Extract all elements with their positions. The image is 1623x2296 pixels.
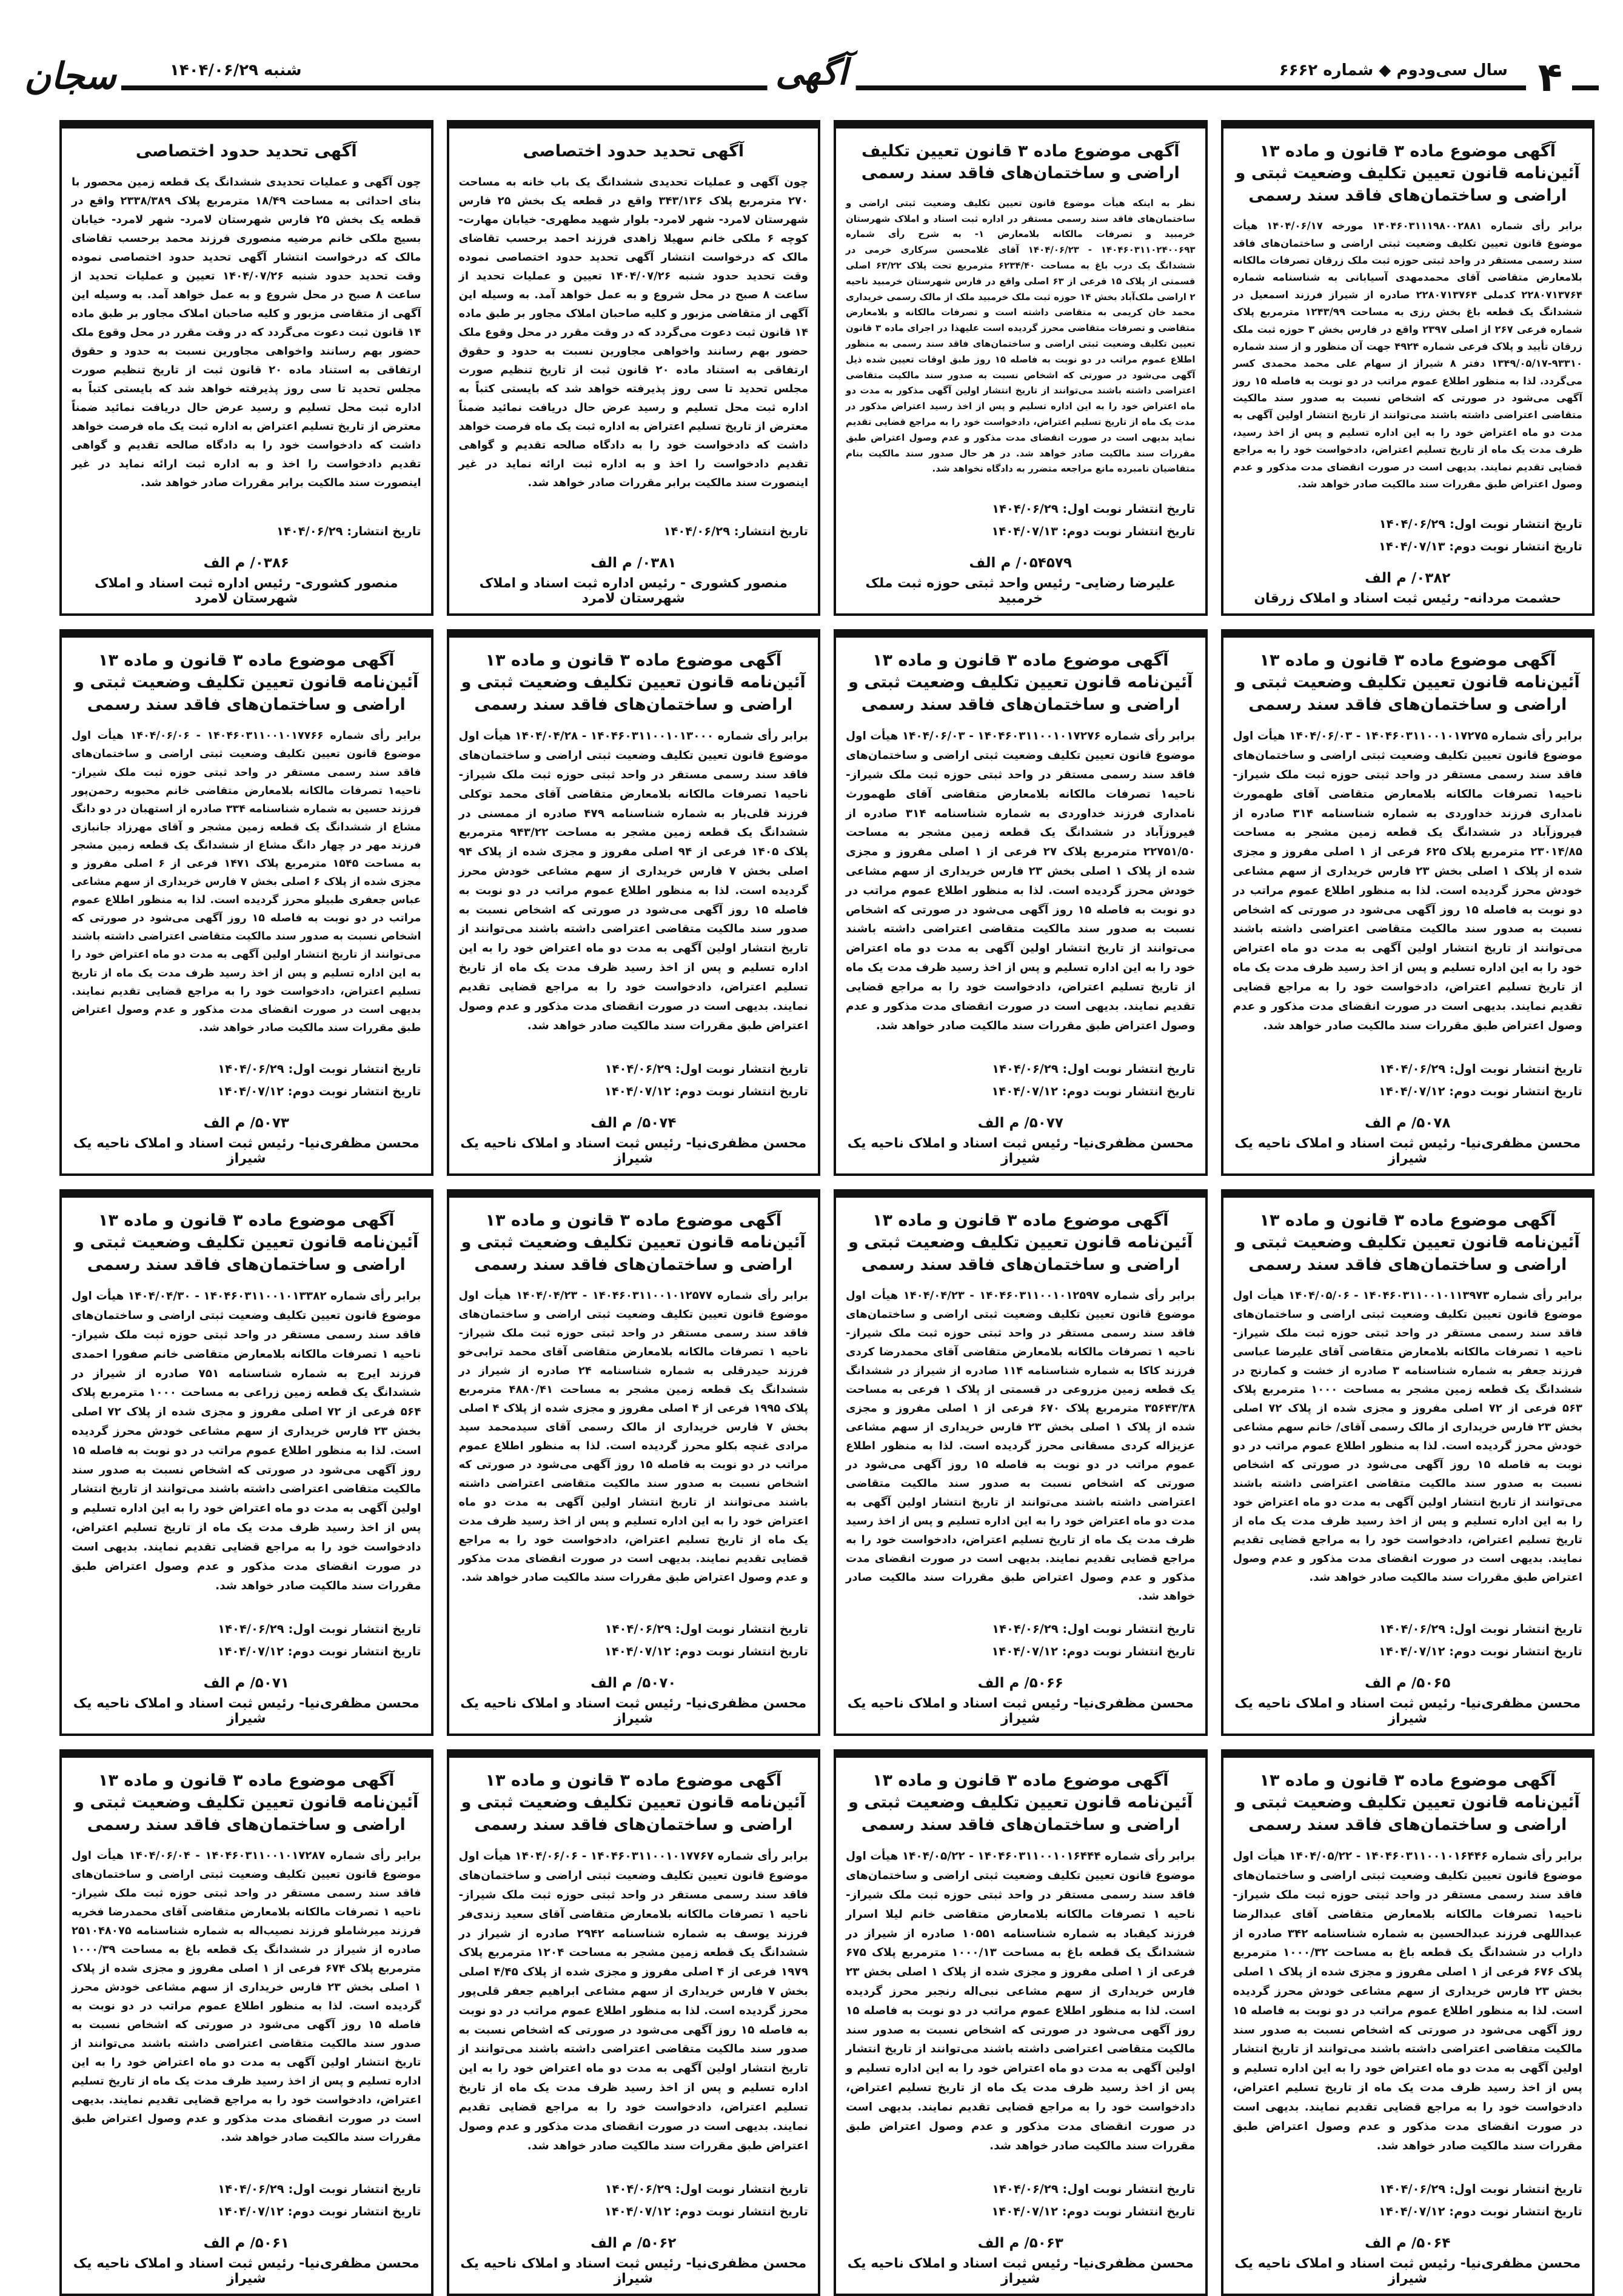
notice-footer xyxy=(459,519,809,606)
legal-notice xyxy=(59,1189,433,1736)
notice-title: آگهی موضوع ماده ۳ قانون و ماده ۱۳ آئین‌نامه قانون تعیین تکلیف وضعیت ثبتی و اراضی و ساختمان‌های فاقد سند رسمی xyxy=(1235,1211,1580,1274)
publication-date: تاریخ انتشار نوبت اول: ۱۴۰۴/۰۶/۲۹ xyxy=(604,1061,808,1076)
notice-reference: ۵۰۶۴/ م الف xyxy=(1365,2235,1451,2251)
notice-signature: محسن مظفری‌نیا- رئیس ثبت اسناد و املاک ناحیه یک شیراز xyxy=(460,1696,807,1726)
notice-body: برابر رأی شماره ۱۴۰۴۶۰۳۱۱۰۰۱۰۱۶۴۴۴ - ۱۴۰۴/۰۵/۲۲ هیأت اول موضوع قانون تعیین تکلیف وضعیت ثبتی اراضی و ساختمان‌های فاقد سند رسمی مستقر در واحد ثبتی حوزه ثبت ملک شیراز- ناحیه ۱ تصرفات مالکانه بلامعارض متقاضی خانم لیلا اسرار فرزند کیقباد به شماره شناسنامه ۱۰۵۵۱ صادره از شیراز در ششدانگ یک قطعه باغ به مساحت ۱۰۰۰/۱۳ مترمربع پلاک ۶۷۵ فرعی از ۱ اصلی مفروز و مجزی شده از پلاک ۱ اصلی بخش ۲۳ فارس خریداری از سهم مشاعی نبی‌اله رنجبر محرز گردیده است. لذا به منظور اطلاع عموم مراتب در دو نوبت به فاصله ۱۵ روز آگهی می‌شود در صورتی که اشخاص نسبت به صدور سند مالکیت متقاضی اعتراضی داشته باشند می‌توانند از تاریخ انتشار اولین آگهی به مدت دو ماه اعتراض خود را به این اداره تسلیم و پس از اخذ رسید ظرف مدت یک ماه از تاریخ تسلیم اعتراض، دادخواست خود را به مراجع قضایی تقدیم نمایند. بدیهی است در صورت انقضای مدت مذکور و عدم وصول اعتراض طبق مقررات سند مالکیت صادر خواهد شد. xyxy=(846,1850,1196,2152)
notice-title: آگهی تحدید حدود اختصاصی xyxy=(135,142,357,161)
notice-title: آگهی موضوع ماده ۳ قانون و ماده ۱۳ آئین‌نامه قانون تعیین تکلیف وضعیت ثبتی و اراضی و ساختمان‌های فاقد سند رسمی xyxy=(461,1771,806,1834)
notice-footer xyxy=(72,1056,421,1166)
notice-footer xyxy=(1233,1617,1583,1726)
notice-body: چون آگهی و عملیات تحدیدی ششدانگ یک باب خانه به مساحت ۲۷۰ مترمربع پلاک ۳۴۳/۱۳۶ واقع در قطعه یک بخش ۲۵ فارس شهرستان لامرد- شهر لامرد- بلوار شهید مطهری- خیابان مهارت- کوچه ۶ ملکی خانم سهیلا زاهدی فرزند احمد برحسب تقاضای مالک که درخواست انتشار آگهی تحدید حدود اختصاصی نموده وقت تحدید حدود شنبه ۱۴۰۴/۰۷/۲۶ تعیین و عملیات تحدید از ساعت ۸ صبح در محل شروع و به عمل خواهد آمد. به وسیله این آگهی از متقاضی مزبور و کلیه صاحبان املاک مجاور بر طبق ماده ۱۴ قانون ثبت دعوت می‌گردد که در وقت مقرر در محل وقوع ملک حضور بهم رسانند واخواهی مجاورین نسبت به حدود و حقوق ارتفاقی به استناد ماده ۲۰ قانون ثبت از تاریخ تنظیم صورت مجلس تحدید تا سی روز پذیرفته خواهد شد که بایستی کتباً به اداره ثبت محل تسلیم و رسید عرض حال دریافت نمائید ضمناً معترض از تاریخ تسلیم اعتراض به اداره ثبت یک ماه فرصت خواهد داشت که دادخواست خود را به دادگاه صالحه تقدیم و گواهی تقدیم دادخواست را اخذ و به اداره ثبت ارائه نماید در غیر اینصورت سند مالکیت برابر مقررات صادر خواهد شد. xyxy=(458,176,809,489)
notice-title: آگهی موضوع ماده ۳ قانون و ماده ۱۳ آئین‌نامه قانون تعیین تکلیف وضعیت ثبتی و اراضی و ساختمان‌های فاقد سند رسمی xyxy=(848,1211,1193,1274)
notice-footer xyxy=(459,1056,809,1166)
notice-title: آگهی موضوع ماده ۳ قانون و ماده ۱۳ آئین‌نامه قانون تعیین تکلیف وضعیت ثبتی و اراضی و ساختمان‌های فاقد سند رسمی xyxy=(848,651,1193,714)
publication-date: تاریخ انتشار نوبت اول: ۱۴۰۴/۰۶/۲۹ xyxy=(1379,2181,1582,2196)
publication-date: تاریخ انتشار نوبت دوم: ۱۴۰۴/۰۷/۱۲ xyxy=(1379,1084,1582,1099)
masthead xyxy=(24,52,1599,106)
notice-reference: ۵۰۷۷/ م الف xyxy=(977,1115,1063,1131)
publication-date: تاریخ انتشار نوبت اول: ۱۴۰۴/۰۶/۲۹ xyxy=(1379,516,1582,531)
notice-title: آگهی تحدید حدود اختصاصی xyxy=(523,142,745,161)
notice-signature: محسن مظفری‌نیا- رئیس ثبت اسناد و املاک ناحیه یک شیراز xyxy=(73,2256,420,2286)
notice-reference: ۵۰۶۳/ م الف xyxy=(977,2235,1063,2251)
notice-signature: محسن مظفری‌نیا- رئیس ثبت اسناد و املاک ناحیه یک شیراز xyxy=(847,2256,1194,2286)
notice-signature: محسن مظفری‌نیا- رئیس ثبت اسناد و املاک ناحیه یک شیراز xyxy=(847,1136,1194,1166)
notice-body: برابر رأی شماره ۱۴۰۴۶۰۳۱۱۰۰۱۰۱۷۲۸۷ - ۱۴۰۴/۰۶/۰۴ هیأت اول موضوع قانون تعیین تکلیف وضعیت ثبتی اراضی و ساختمان‌های فاقد سند رسمی مستقر در واحد ثبتی حوزه ثبت ملک شیراز- ناحیه ۱ تصرفات مالکانه بلامعارض متقاضی آقای محمدرضا فخریه فرزند میرشاملو فرزند نصیب‌اله به شماره شناسنامه ۲۵۱۰۴۸۰۷۵ صادره از شیراز در ششدانگ یک قطعه باغ به مساحت ۱۰۰۰/۳۹ مترمربع پلاک ۶۷۴ فرعی از ۱ اصلی مفروز و مجزی شده از پلاک ۱ اصلی بخش ۲۳ فارس خریداری از سهم مشاعی خودش محرز گردیده است. لذا به منظور اطلاع عموم مراتب در دو نوبت به فاصله ۱۵ روز آگهی می‌شود در صورتی که اشخاص نسبت به صدور سند مالکیت متقاضی اعتراضی داشته باشند می‌توانند از تاریخ انتشار اولین آگهی به مدت دو ماه اعتراض خود را به این اداره تسلیم و پس از اخذ رسید ظرف مدت یک ماه از تاریخ تسلیم اعتراض، دادخواست خود را به مراجع قضایی تقدیم نمایند. بدیهی است در صورت انقضای مدت مذکور و عدم وصول اعتراض طبق مقررات سند مالکیت صادر خواهد شد. xyxy=(72,1849,421,2144)
publication-date: تاریخ انتشار نوبت اول: ۱۴۰۴/۰۶/۲۹ xyxy=(1379,1061,1582,1076)
publication-date: تاریخ انتشار: ۱۴۰۴/۰۶/۲۹ xyxy=(663,524,808,539)
notice-signature: محسن مظفری‌نیا- رئیس ثبت اسناد و املاک ناحیه یک شیراز xyxy=(1234,1136,1581,1166)
notice-footer xyxy=(72,2177,421,2286)
publication-date: تاریخ انتشار نوبت اول: ۱۴۰۴/۰۶/۲۹ xyxy=(604,1621,808,1636)
notice-footer xyxy=(459,2177,809,2286)
issue-date: شنبه ۱۴۰۴/۰۶/۲۹ xyxy=(170,61,302,79)
publication-date: تاریخ انتشار نوبت دوم: ۱۴۰۴/۰۷/۱۲ xyxy=(217,1084,421,1099)
notice-footer xyxy=(459,1617,809,1726)
notice-reference: ۵۰۷۳/ م الف xyxy=(203,1115,289,1131)
notice-body: برابر رأی شماره ۱۴۰۴۶۰۳۱۱۰۰۱۰۱۷۷۶۷ - ۱۴۰۴/۰۶/۰۶ هیأت اول موضوع قانون تعیین تکلیف وضعیت ثبتی اراضی و ساختمان‌های فاقد سند رسمی مستقر در واحد ثبتی حوزه ثبت ملک شیراز- ناحیه ۱ تصرفات مالکانه بلامعارض متقاضی آقای سعید زندی‌فر فرزند یوسف به شماره شناسنامه ۲۹۴۲ صادره از شیراز در ششدانگ یک قطعه زمین مشجر به مساحت ۱۲۰۴ مترمربع پلاک ۱۹۷۹ فرعی از ۴ اصلی مفروز و مجزی شده از پلاک ۴/۴۵ اصلی بخش ۷ فارس خریداری از سهم مشاعی ابراهیم جعفر قلی‌پور محرز گردیده است. لذا به منظور اطلاع عموم مراتب در دو نوبت به فاصله ۱۵ روز آگهی می‌شود در صورتی که اشخاص نسبت به صدور سند مالکیت متقاضی اعتراضی داشته باشند می‌توانند از تاریخ انتشار اولین آگهی به مدت دو ماه اعتراض خود را به این اداره تسلیم و پس از اخذ رسید ظرف مدت یک ماه از تاریخ تسلیم اعتراض، دادخواست خود را به مراجع قضایی تقدیم نمایند. بدیهی است در صورت انقضای مدت مذکور و عدم وصول اعتراض طبق مقررات سند مالکیت صادر خواهد شد. xyxy=(458,1850,809,2152)
notice-reference: ۵۰۶۲/ م الف xyxy=(591,2235,677,2251)
publication-date: تاریخ انتشار نوبت دوم: ۱۴۰۴/۰۷/۱۲ xyxy=(604,1084,808,1099)
notice-body: برابر رأی شماره ۱۴۰۴۶۰۳۱۱۱۹۸۰۰۲۸۸۱ مورخه ۱۴۰۴/۰۶/۱۷ هیأت موضوع قانون تعیین تکلیف وضعیت ثبتی اراضی و ساختمان‌های فاقد سند رسمی مستقر در واحد ثبتی حوزه ثبت ملک زرقان تصرفات مالکانه بلامعارض متقاضی آقای محمدمهدی آسیابانی به شناسنامه شماره ۲۲۸۰۷۱۳۷۶۴ کدملی ۲۲۸۰۷۱۳۷۶۴ صادره از شیراز فرزند اسمعیل در ششدانگ یک قطعه باغ بخش رزی به مساحت ۱۲۴۳/۹۹ مترمربع پلاک شماره فرعی ۲۶۷ از اصلی ۲۳۹۷ واقع در فارس بخش ۳ حوزه ثبت ملک زرقان تأیید و پلاک فرعی شماره ۴۹۲۴ جهت آن منظور و از سند شماره ۹۳۳۱۰-۱۳۴۹/۰۵/۱۷ دفتر ۸ شیراز از سهام علی محمد محمدی کسر می‌گردد. لذا به منظور اطلاع عموم مراتب در دو نوبت به فاصله ۱۵ روز آگهی می‌شود در صورتی که اشخاص نسبت به صدور سند مالکیت متقاضی اعتراضی داشته باشند می‌توانند از تاریخ انتشار اولین آگهی به مدت دو ماه اعتراض خود را به این اداره تسلیم و پس از اخذ رسید، ظرف مدت یک ماه از تاریخ تسلیم اعتراض، دادخواست خود را به مراجع قضایی تقدیم نمایند. بدیهی است در صورت انقضای مدت مذکور و عدم وصول اعتراض طبق مقررات سند مالکیت صادر خواهد شد. xyxy=(1233,220,1583,490)
publication-date: تاریخ انتشار نوبت اول: ۱۴۰۴/۰۶/۲۹ xyxy=(992,501,1196,516)
notice-body: نظر به اینکه هیأت موضوع قانون تعیین تکلیف وضعیت ثبتی اراضی و ساختمان‌های فاقد سند رسمی مستقر در اداره ثبت اسناد و املاک شهرستان خرمبید و تصرفات مالکانه بلامعارض ۱- به شرح رأی شماره ۱۴۰۴۶۰۳۱۱۰۲۴۰۰۶۹۳ - ۱۴۰۴/۰۶/۲۳ آقای غلامحسن سرکاری خرمی در ششدانگ یک درب باغ به مساحت ۶۲۳۴/۴۰ مترمربع تحت پلاک ۶۳/۲۲ اصلی قسمتی از پلاک ۱۵ فرعی از ۶۳ اصلی واقع در فارس شهرستان خرمبید ناحیه ۲ اراضی ملک‌آباد بخش ۱۴ حوزه ثبت ملک خرمبید ملک از مالک رسمی خریداری محمد خان کریمی به متقاضی داشته است و تصرفات مالکانه و بلامعارض متقاضی و تصرفات متقاضی محرز گردیده است علیهذا در اجرای ماده ۳ قانون تعیین تکلیف وضعیت ثبتی اراضی و ساختمان‌های فاقد سند رسمی به منظور اطلاع عموم مراتب در دو نوبت به فاصله ۱۵ روز طبق اوقات تعیین شده ذیل آگهی می‌شود در صورتی که اشخاص نسبت به صدور سند مالکیت متقاضی اعتراضی داشته باشند می‌توانند از تاریخ انتشار اولین آگهی مذکور به مدت دو ماه اعتراض خود را به این اداره تسلیم و پس از اخذ رسید اعتراض مذکور در مدت یک ماه از تاریخ تسلیم اعتراض، دادخواست خود را به مراجع قضایی تقدیم نماید بدیهی است در صورت انقضای مدت مذکور و عدم وصول اعتراض طبق مقررات سند مالکیت صادر خواهد شد. در هر حال صدور سند مالکیت بنام متقاضیان نامبرده مانع مراجعه متضرر به دادگاه نخواهد شد. xyxy=(846,197,1196,475)
legal-notice xyxy=(1221,629,1595,1176)
notice-title: آگهی موضوع ماده ۳ قانون و ماده ۱۳ آئین‌نامه قانون تعیین تکلیف وضعیت ثبتی و اراضی و ساختمان‌های فاقد سند رسمی xyxy=(848,1771,1193,1834)
notice-footer xyxy=(846,496,1196,606)
publication-date: تاریخ انتشار نوبت اول: ۱۴۰۴/۰۶/۲۹ xyxy=(604,2181,808,2196)
notice-footer xyxy=(1233,1056,1583,1166)
notice-signature: محسن مظفری‌نیا- رئیس ثبت اسناد و املاک ناحیه یک شیراز xyxy=(847,1696,1194,1726)
notice-signature: محسن مظفری‌نیا- رئیس ثبت اسناد و املاک ناحیه یک شیراز xyxy=(73,1136,420,1166)
legal-notice xyxy=(59,120,433,616)
legal-notice xyxy=(1221,1189,1595,1736)
notice-title: آگهی موضوع ماده ۳ قانون تعیین تکلیف اراضی و ساختمان‌های فاقد سند رسمی xyxy=(861,142,1180,183)
publication-date: تاریخ انتشار نوبت دوم: ۱۴۰۴/۰۷/۱۳ xyxy=(991,524,1196,539)
legal-notice xyxy=(834,120,1208,616)
notice-signature: محسن مظفری‌نیا- رئیس ثبت اسناد و املاک ناحیه یک شیراز xyxy=(73,1696,420,1726)
notice-footer xyxy=(846,1617,1196,1726)
legal-notice xyxy=(447,1749,821,2296)
publication-date: تاریخ انتشار نوبت دوم: ۱۴۰۴/۰۷/۱۳ xyxy=(1379,539,1582,554)
notice-body: برابر رأی شماره ۱۴۰۴۶۰۳۱۱۰۰۱۰۱۲۵۹۷ - ۱۴۰۴/۰۴/۲۳ هیأت اول موضوع قانون تعیین تکلیف وضعیت ثبتی اراضی و ساختمان‌های فاقد سند رسمی مستقر در واحد ثبتی حوزه ثبت ملک شیراز- ناحیه ۱ تصرفات مالکانه بلامعارض متقاضی آقای محمدرضا کردی فرزند کاکا به شماره شناسنامه ۱۱۴ صادره از شیراز در ششدانگ یک قطعه زمین مزروعی در قسمتی از پلاک ۱ فرعی به مساحت ۳۵۶۴۳/۳۸ مترمربع پلاک ۶۷۰ فرعی از ۱ اصلی مفروز و مجزی شده از پلاک ۱ اصلی بخش ۲۳ فارس خریداری از سهم مشاعی عزیزاله کردی مسقانی محرز گردیده است. لذا به منظور اطلاع عموم مراتب در دو نوبت به فاصله ۱۵ روز آگهی می‌شود در صورتی که اشخاص نسبت به صدور سند مالکیت متقاضی اعتراضی داشته باشند می‌توانند از تاریخ انتشار اولین آگهی به مدت دو ماه اعتراض خود را به این اداره تسلیم و پس از اخذ رسید ظرف مدت یک ماه از تاریخ تسلیم اعتراض، دادخواست خود را به مراجع قضایی تقدیم نمایند. بدیهی است در صورت انقضای مدت مذکور و عدم وصول اعتراض طبق مقررات سند مالکیت صادر خواهد شد. xyxy=(846,1289,1196,1603)
legal-notice xyxy=(1221,120,1595,616)
newspaper-logo: سجان xyxy=(24,55,116,98)
publication-date: تاریخ انتشار نوبت دوم: ۱۴۰۴/۰۷/۱۲ xyxy=(217,2204,421,2219)
notice-reference: ۵۰۷۴/ م الف xyxy=(591,1115,677,1131)
notice-body: برابر رأی شماره ۱۴۰۴۶۰۳۱۱۰۰۱۰۱۷۷۶۶ - ۱۴۰۴/۰۶/۰۶ هیأت اول موضوع قانون تعیین تکلیف وضعیت ثبتی اراضی و ساختمان‌های فاقد سند رسمی مستقر در واحد ثبتی حوزه ثبت ملک شیراز- ناحیه۱ تصرفات مالکانه بلامعارض متقاضی خانم محبوبه رحمن‌پور فرزند حسین به شماره شناسنامه ۳۳۴ صادره از استهبان در دو دانگ مشاع از ششدانگ یک قطعه زمین مشجر و آقای مهرزاد جانبازی فرزند مهر در چهار دانگ مشاع از ششدانگ یک قطعه زمین مشجر به مساحت ۱۵۴۵ مترمربع پلاک ۱۴۷۱ فرعی از ۶ اصلی مفروز و مجزی شده از پلاک ۶ اصلی بخش ۷ فارس خریداری از سهم مشاعی عباس جعفری طبیلو محرز گردیده است. لذا به منظور اطلاع عموم مراتب در دو نوبت به فاصله ۱۵ روز آگهی می‌شود در صورتی که اشخاص نسبت به صدور سند مالکیت متقاضی اعتراضی داشته باشند می‌توانند از تاریخ انتشار اولین آگهی به مدت دو ماه اعتراض خود را به این اداره تسلیم و پس از اخذ رسید ظرف مدت یک ماه از تاریخ تسلیم اعتراض، دادخواست خود را به مراجع قضایی تقدیم نمایند. بدیهی است در صورت انقضای مدت مذکور و عدم وصول اعتراض طبق مقررات سند مالکیت صادر خواهد شد. xyxy=(72,730,421,1034)
notice-title: آگهی موضوع ماده ۳ قانون و ماده ۱۳ آئین‌نامه قانون تعیین تکلیف وضعیت ثبتی و اراضی و ساختمان‌های فاقد سند رسمی xyxy=(1235,651,1580,714)
notice-body: برابر رأی شماره ۱۴۰۴۶۰۳۱۱۰۰۱۰۱۲۵۷۷ - ۱۴۰۴/۰۴/۲۳ هیأت اول موضوع قانون تعیین تکلیف وضعیت ثبتی اراضی و ساختمان‌های فاقد سند رسمی مستقر در واحد ثبتی حوزه ثبت ملک شیراز- ناحیه ۱ تصرفات مالکانه بلامعارض متقاضی آقای محمد ترابی‌خو فرزند حیدرقلی به شماره شناسنامه ۲۴ صادره از شیراز در ششدانگ یک قطعه زمین مشجر به مساحت ۴۸۸۰/۴۱ مترمربع پلاک ۱۹۹۵ فرعی از ۴ اصلی مفروز و مجزی شده از پلاک ۴ اصلی بخش ۷ فارس خریداری از مالک رسمی آقای سیدمحمد سید مرادی غنچه بکلو محرز گردیده است. لذا به منظور اطلاع عموم مراتب در دو نوبت به فاصله ۱۵ روز آگهی می‌شود در صورتی که اشخاص نسبت به صدور سند مالکیت متقاضی اعتراضی داشته باشند می‌توانند از تاریخ انتشار اولین آگهی به مدت دو ماه اعتراض خود را به این اداره تسلیم و پس از اخذ رسید ظرف مدت یک ماه از تاریخ تسلیم اعتراض، دادخواست خود را به مراجع قضایی تقدیم نمایند. بدیهی است در صورت انقضای مدت مذکور و عدم وصول اعتراض طبق مقررات سند مالکیت صادر خواهد شد. xyxy=(458,1289,809,1584)
notice-reference: ۵۰۷۰/ م الف xyxy=(591,1675,677,1691)
publication-date: تاریخ انتشار نوبت دوم: ۱۴۰۴/۰۷/۱۲ xyxy=(604,1644,808,1659)
publication-date: تاریخ انتشار نوبت دوم: ۱۴۰۴/۰۷/۱۲ xyxy=(991,2204,1196,2219)
legal-notice xyxy=(59,629,433,1176)
page-number: ۴ xyxy=(1538,54,1562,101)
notice-reference: ۵۰۷۸/ م الف xyxy=(1365,1115,1451,1131)
legal-notice xyxy=(59,1749,433,2296)
notice-footer xyxy=(846,2177,1196,2286)
legal-notice xyxy=(447,120,821,616)
publication-date: تاریخ انتشار نوبت اول: ۱۴۰۴/۰۶/۲۹ xyxy=(218,1621,421,1636)
notice-reference: ۰۵۴۵۷۹/ م الف xyxy=(969,555,1072,571)
page-dash xyxy=(1572,85,1599,90)
notice-title: آگهی موضوع ماده ۳ قانون و ماده ۱۳ آئین‌نامه قانون تعیین تکلیف وضعیت ثبتی و اراضی و ساختمان‌های فاقد سند رسمی xyxy=(74,1211,419,1274)
notice-reference: ۵۰۶۵/ م الف xyxy=(1365,1675,1451,1691)
notice-signature: منصور کشوری - رئیس اداره ثبت اسناد و املاک شهرستان لامرد xyxy=(479,576,788,606)
legal-notice xyxy=(834,1189,1208,1736)
notice-signature: محسن مظفری‌نیا- رئیس ثبت اسناد و املاک ناحیه یک شیراز xyxy=(460,2256,807,2286)
section-title: آگهی xyxy=(767,52,856,93)
notice-signature: منصور کشوری- رئیس اداره ثبت اسناد و املاک شهرستان لامرد xyxy=(94,576,398,606)
publication-date: تاریخ انتشار نوبت اول: ۱۴۰۴/۰۶/۲۹ xyxy=(992,2181,1196,2196)
publication-date: تاریخ انتشار: ۱۴۰۴/۰۶/۲۹ xyxy=(276,524,421,539)
notice-body: برابر رأی شماره ۱۴۰۴۶۰۳۱۱۰۰۱۰۱۶۴۴۶ - ۱۴۰۴/۰۵/۲۲ هیأت اول موضوع قانون تعیین تکلیف وضعیت ثبتی اراضی و ساختمان‌های فاقد سند رسمی مستقر در واحد ثبتی حوزه ثبت ملک شیراز- ناحیه۱ تصرفات مالکانه بلامعارض متقاضی آقای عبدالرضا عبداللهی فرزند عبدالحسین به شماره شناسنامه ۳۴۲ صادره از داراب در ششدانگ یک قطعه باغ به مساحت ۱۰۰۰/۳۲ مترمربع پلاک ۶۷۶ فرعی از ۱ اصلی مفروز و مجزی شده از پلاک ۱ اصلی بخش ۲۳ فارس خریداری از سهم مشاعی خودش محرز گردیده است. لذا به منظور اطلاع عموم مراتب در دو نوبت به فاصله ۱۵ روز آگهی می‌شود در صورتی که اشخاص نسبت به صدور سند مالکیت متقاضی اعتراضی داشته باشند می‌توانند از تاریخ انتشار اولین آگهی به مدت دو ماه اعتراض خود را به این اداره تسلیم و پس از اخذ رسید ظرف مدت یک ماه از تاریخ تسلیم اعتراض، دادخواست خود را به مراجع قضایی تقدیم نمایند. بدیهی است در صورت انقضای مدت مذکور و عدم وصول اعتراض طبق مقررات سند مالکیت صادر خواهد شد. xyxy=(1233,1850,1582,2152)
notice-signature: محسن مظفری‌نیا- رئیس ثبت اسناد و املاک ناحیه یک شیراز xyxy=(1234,1696,1581,1726)
notice-footer xyxy=(72,519,421,606)
notice-footer xyxy=(846,1056,1196,1166)
notice-footer xyxy=(72,1617,421,1726)
notice-reference: ۵۰۷۱/ م الف xyxy=(203,1675,289,1691)
legal-notice xyxy=(834,1749,1208,2296)
publication-date: تاریخ انتشار نوبت دوم: ۱۴۰۴/۰۷/۱۲ xyxy=(1379,2204,1582,2219)
notice-title: آگهی موضوع ماده ۳ قانون و ماده ۱۳ آئین‌نامه قانون تعیین تکلیف وضعیت ثبتی و اراضی و ساختمان‌های فاقد سند رسمی xyxy=(1235,1771,1580,1834)
notice-title: آگهی موضوع ماده ۳ قانون و ماده ۱۳ آئین‌نامه قانون تعیین تکلیف وضعیت ثبتی و اراضی و ساختمان‌های فاقد سند رسمی xyxy=(461,651,806,714)
publication-date: تاریخ انتشار نوبت اول: ۱۴۰۴/۰۶/۲۹ xyxy=(992,1621,1196,1636)
publication-date: تاریخ انتشار نوبت دوم: ۱۴۰۴/۰۷/۱۲ xyxy=(991,1644,1196,1659)
notice-reference: ۵۰۶۱/ م الف xyxy=(203,2235,289,2251)
notice-title: آگهی موضوع ماده ۳ قانون و ماده ۱۳ آئین‌نامه قانون تعیین تکلیف وضعیت ثبتی و اراضی و ساختمان‌های فاقد سند رسمی xyxy=(1235,142,1580,205)
notice-body: برابر رأی شماره ۱۴۰۴۶۰۳۱۱۰۰۱۰۱۷۲۷۶ - ۱۴۰۴/۰۶/۰۳ هیأت اول موضوع قانون تعیین تکلیف وضعیت ثبتی اراضی و ساختمان‌های فاقد سند رسمی مستقر در واحد ثبتی حوزه ثبت ملک شیراز- ناحیه۱ تصرفات مالکانه بلامعارض متقاضی آقای طهمورث نامداری فرزند خداوردی به شماره شناسنامه ۳۱۴ صادره از فیروزآباد در ششدانگ یک قطعه زمین مشجر به مساحت ۲۲۷۵۱/۵۰ مترمربع پلاک ۲۷ فرعی از ۱ اصلی مفروز و مجزی شده از پلاک ۱ اصلی بخش ۲۳ فارس خریداری از سهم مشاعی خودش محرز گردیده است. لذا به منظور اطلاع عموم مراتب در دو نوبت به فاصله ۱۵ روز آگهی می‌شود در صورتی که اشخاص نسبت به صدور سند مالکیت متقاضی اعتراضی داشته باشند می‌توانند از تاریخ انتشار اولین آگهی به مدت دو ماه اعتراض خود را به این اداره تسلیم و پس از اخذ رسید ظرف مدت یک ماه از تاریخ تسلیم اعتراض، دادخواست خود را به مراجع قضایی تقدیم نمایند. بدیهی است در صورت انقضای مدت مذکور و عدم وصول اعتراض طبق مقررات سند مالکیت صادر خواهد شد. xyxy=(846,730,1196,1032)
notice-footer xyxy=(1233,512,1583,606)
notice-body: برابر رأی شماره ۱۴۰۴۶۰۳۱۱۰۰۱۰۱۳۳۸۲ - ۱۴۰۴/۰۴/۳۰ هیأت اول موضوع قانون تعیین تکلیف وضعیت ثبتی اراضی و ساختمان‌های فاقد سند رسمی مستقر در واحد ثبتی حوزه ثبت ملک شیراز- ناحیه ۱ تصرفات مالکانه بلامعارض متقاضی خانم صفورا احمدی فرزند ایرج به شماره شناسنامه ۷۵۱ صادره از شیراز در ششدانگ یک قطعه زمین زراعی به مساحت ۱۰۰۰ مترمربع پلاک ۵۶۴ فرعی از ۷۲ اصلی مفروز و مجزی شده از پلاک ۷۲ اصلی بخش ۲۳ فارس خریداری از سهم مشاعی خودش محرز گردیده است. لذا به منظور اطلاع عموم مراتب در دو نوبت به فاصله ۱۵ روز آگهی می‌شود در صورتی که اشخاص نسبت به صدور سند مالکیت متقاضی اعتراضی داشته باشند می‌توانند از تاریخ انتشار اولین آگهی به مدت دو ماه اعتراض خود را به این اداره تسلیم و پس از اخذ رسید ظرف مدت یک ماه از تاریخ تسلیم اعتراض، دادخواست خود را به مراجع قضایی تقدیم نمایند. بدیهی است در صورت انقضای مدت مذکور و عدم وصول اعتراض طبق مقررات سند مالکیت صادر خواهد شد. xyxy=(72,1290,421,1592)
notice-reference: ۵۰۶۶/ م الف xyxy=(977,1675,1063,1691)
notice-signature: علیرضا رضایی- رئیس واحد ثبتی حوزه ثبت ملک خرمبید xyxy=(865,576,1176,606)
publication-date: تاریخ انتشار نوبت دوم: ۱۴۰۴/۰۷/۱۲ xyxy=(217,1644,421,1659)
notice-body: برابر رأی شماره ۱۴۰۴۶۰۳۱۱۰۰۱۰۱۱۳۹۷۳ - ۱۴۰۴/۰۵/۰۶ هیأت اول موضوع قانون تعیین تکلیف وضعیت ثبتی اراضی و ساختمان‌های فاقد سند رسمی مستقر در واحد ثبتی حوزه ثبت ملک شیراز- ناحیه ۱ تصرفات مالکانه بلامعارض متقاضی آقای علیرضا عباسی فرزند جعفر به شماره شناسنامه ۳ صادره از خشت و کمارنج در ششدانگ یک قطعه زمین مشجر به مساحت ۱۰۰۰ مترمربع پلاک ۵۶۳ فرعی از ۷۲ اصلی مفروز و مجزی شده از پلاک ۷۲ اصلی بخش ۲۳ فارس خریداری از مالک رسمی آقای/ خانم سهم مشاعی خودش محرز گردیده است. لذا به منظور اطلاع عموم مراتب در دو نوبت به فاصله ۱۵ روز آگهی می‌شود در صورتی که اشخاص نسبت به صدور سند مالکیت متقاضی اعتراضی داشته باشند می‌توانند از تاریخ انتشار اولین آگهی به مدت دو ماه اعتراض خود را به این اداره تسلیم و پس از اخذ رسید ظرف مدت یک ماه از تاریخ تسلیم اعتراض، دادخواست خود را به مراجع قضایی تقدیم نمایند. بدیهی است در صورت انقضای مدت مذکور و عدم وصول اعتراض طبق مقررات سند مالکیت صادر خواهد شد. xyxy=(1233,1289,1583,1584)
notice-signature: محسن مظفری‌نیا- رئیس ثبت اسناد و املاک ناحیه یک شیراز xyxy=(460,1136,807,1166)
notice-signature: حشمت مردانه- رئیس ثبت اسناد و املاک زرقان xyxy=(1254,591,1562,606)
legal-notice xyxy=(447,1189,821,1736)
notice-footer xyxy=(1233,2177,1583,2286)
publication-date: تاریخ انتشار نوبت اول: ۱۴۰۴/۰۶/۲۹ xyxy=(1379,1621,1582,1636)
publication-date: تاریخ انتشار نوبت اول: ۱۴۰۴/۰۶/۲۹ xyxy=(992,1061,1196,1076)
notice-reference: ۰۳۸۲/ م الف xyxy=(1365,570,1451,586)
notice-title: آگهی موضوع ماده ۳ قانون و ماده ۱۳ آئین‌نامه قانون تعیین تکلیف وضعیت ثبتی و اراضی و ساختمان‌های فاقد سند رسمی xyxy=(74,1771,419,1834)
legal-notice xyxy=(834,629,1208,1176)
notice-title: آگهی موضوع ماده ۳ قانون و ماده ۱۳ آئین‌نامه قانون تعیین تکلیف وضعیت ثبتی و اراضی و ساختمان‌های فاقد سند رسمی xyxy=(461,1211,806,1274)
publication-date: تاریخ انتشار نوبت دوم: ۱۴۰۴/۰۷/۱۲ xyxy=(1379,1644,1582,1659)
publication-date: تاریخ انتشار نوبت دوم: ۱۴۰۴/۰۷/۱۲ xyxy=(604,2204,808,2219)
notice-body: برابر رأی شماره ۱۴۰۴۶۰۳۱۱۰۰۱۰۱۳۰۰۰ - ۱۴۰۴/۰۴/۲۸ هیأت اول موضوع قانون تعیین تکلیف وضعیت ثبتی اراضی و ساختمان‌های فاقد سند رسمی مستقر در واحد ثبتی حوزه ثبت ملک شیراز- ناحیه۱ تصرفات مالکانه بلامعارض متقاضی آقای محمد توکلی فرزند قلی‌بار به شماره شناسنامه ۴۷۹ صادره از ممسنی در ششدانگ یک قطعه زمین مشجر به مساحت ۹۴۳/۲۲ مترمربع پلاک ۱۴۰۵ فرعی از ۹۴ اصلی مفروز و مجزی شده از پلاک ۹۴ اصلی بخش ۷ فارس خریداری از سهم مشاعی خودش محرز گردیده است. لذا به منظور اطلاع عموم مراتب در دو نوبت به فاصله ۱۵ روز آگهی می‌شود در صورتی که اشخاص نسبت به صدور سند مالکیت متقاضی اعتراضی داشته باشند می‌توانند از تاریخ انتشار اولین آگهی به مدت دو ماه اعتراض خود را به این اداره تسلیم و پس از اخذ رسید ظرف مدت یک ماه از تاریخ تسلیم اعتراض، دادخواست خود را به مراجع قضایی تقدیم نمایند. بدیهی است در صورت انقضای مدت مذکور و عدم وصول اعتراض طبق مقررات سند مالکیت صادر خواهد شد. xyxy=(458,730,809,1032)
notice-body: برابر رأی شماره ۱۴۰۴۶۰۳۱۱۰۰۱۰۱۷۲۷۵ - ۱۴۰۴/۰۶/۰۳ هیأت اول موضوع قانون تعیین تکلیف وضعیت ثبتی اراضی و ساختمان‌های فاقد سند رسمی مستقر در واحد ثبتی حوزه ثبت ملک شیراز- ناحیه۱ تصرفات مالکانه بلامعارض متقاضی آقای طهمورث نامداری فرزند خداوردی به شماره شناسنامه ۳۱۴ صادره از فیروزآباد در ششدانگ یک قطعه زمین مشجر به مساحت ۲۳۰۱۴/۸۵ مترمربع پلاک ۶۲۵ فرعی از ۱ اصلی مفروز و مجزی شده از پلاک ۱ اصلی بخش ۲۳ فارس خریداری از سهم مشاعی خودش محرز گردیده است. لذا به منظور اطلاع عموم مراتب در دو نوبت به فاصله ۱۵ روز آگهی می‌شود در صورتی که اشخاص نسبت به صدور سند مالکیت متقاضی اعتراضی داشته باشند می‌توانند از تاریخ انتشار اولین آگهی به مدت دو ماه اعتراض خود را به این اداره تسلیم و پس از اخذ رسید ظرف مدت یک ماه از تاریخ تسلیم اعتراض، دادخواست خود را به مراجع قضایی تقدیم نمایند. بدیهی است در صورت انقضای مدت مذکور و عدم وصول اعتراض طبق مقررات سند مالکیت صادر خواهد شد. xyxy=(1233,730,1583,1032)
legal-notice xyxy=(447,629,821,1176)
publication-date: تاریخ انتشار نوبت اول: ۱۴۰۴/۰۶/۲۹ xyxy=(218,1061,421,1076)
notice-reference: ۰۳۸۶/ م الف xyxy=(203,555,289,571)
ads-grid xyxy=(59,120,1595,2296)
notice-title: آگهی موضوع ماده ۳ قانون و ماده ۱۳ آئین‌نامه قانون تعیین تکلیف وضعیت ثبتی و اراضی و ساختمان‌های فاقد سند رسمی xyxy=(74,651,419,714)
publication-date: تاریخ انتشار نوبت دوم: ۱۴۰۴/۰۷/۱۲ xyxy=(991,1084,1196,1099)
notice-body: چون آگهی و عملیات تحدیدی ششدانگ یک قطعه زمین محصور با بنای احداثی به مساحت ۱۸/۴۹ مترمربع پلاک ۲۳۳۸/۳۸۹ واقع در قطعه یک بخش ۲۵ فارس شهرستان لامرد- شهر لامرد- خیابان بسیج ملکی خانم مرضیه منصوری فرزند محمد برحسب تقاضای مالک که درخواست انتشار آگهی تحدید حدود اختصاصی نموده وقت تحدید حدود شنبه ۱۴۰۴/۰۷/۲۶ تعیین و عملیات تحدید از ساعت ۸ صبح در محل شروع و به عمل خواهد آمد. به وسیله این آگهی از متقاضی مزبور و کلیه صاحبان املاک مجاور بر طبق ماده ۱۴ قانون ثبت دعوت می‌گردد که در وقت مقرر در محل وقوع ملک حضور بهم رسانند واخواهی مجاورین نسبت به حدود و حقوق ارتفاقی به استناد ماده ۲۰ قانون ثبت از تاریخ تنظیم صورت مجلس تحدید تا سی روز پذیرفته خواهد شد که بایستی کتباً به اداره ثبت محل تسلیم و رسید عرض حال دریافت نمائید ضمناً معترض از تاریخ تسلیم اعتراض به اداره ثبت یک ماه فرصت خواهد داشت که دادخواست خود را به دادگاه صالحه تقدیم و گواهی تقدیم دادخواست را اخذ و به اداره ثبت ارائه نماید در غیر اینصورت سند مالکیت برابر مقررات صادر خواهد شد. xyxy=(72,176,421,489)
legal-notice xyxy=(1221,1749,1595,2296)
issue-number: سال سی‌ودوم ◆ شماره ۶۶۶۲ xyxy=(1279,61,1508,79)
publication-date: تاریخ انتشار نوبت اول: ۱۴۰۴/۰۶/۲۹ xyxy=(218,2181,421,2196)
notice-signature: محسن مظفری‌نیا- رئیس ثبت اسناد و املاک ناحیه یک شیراز xyxy=(1234,2256,1581,2286)
notice-reference: ۰۳۸۱/ م الف xyxy=(591,555,677,571)
